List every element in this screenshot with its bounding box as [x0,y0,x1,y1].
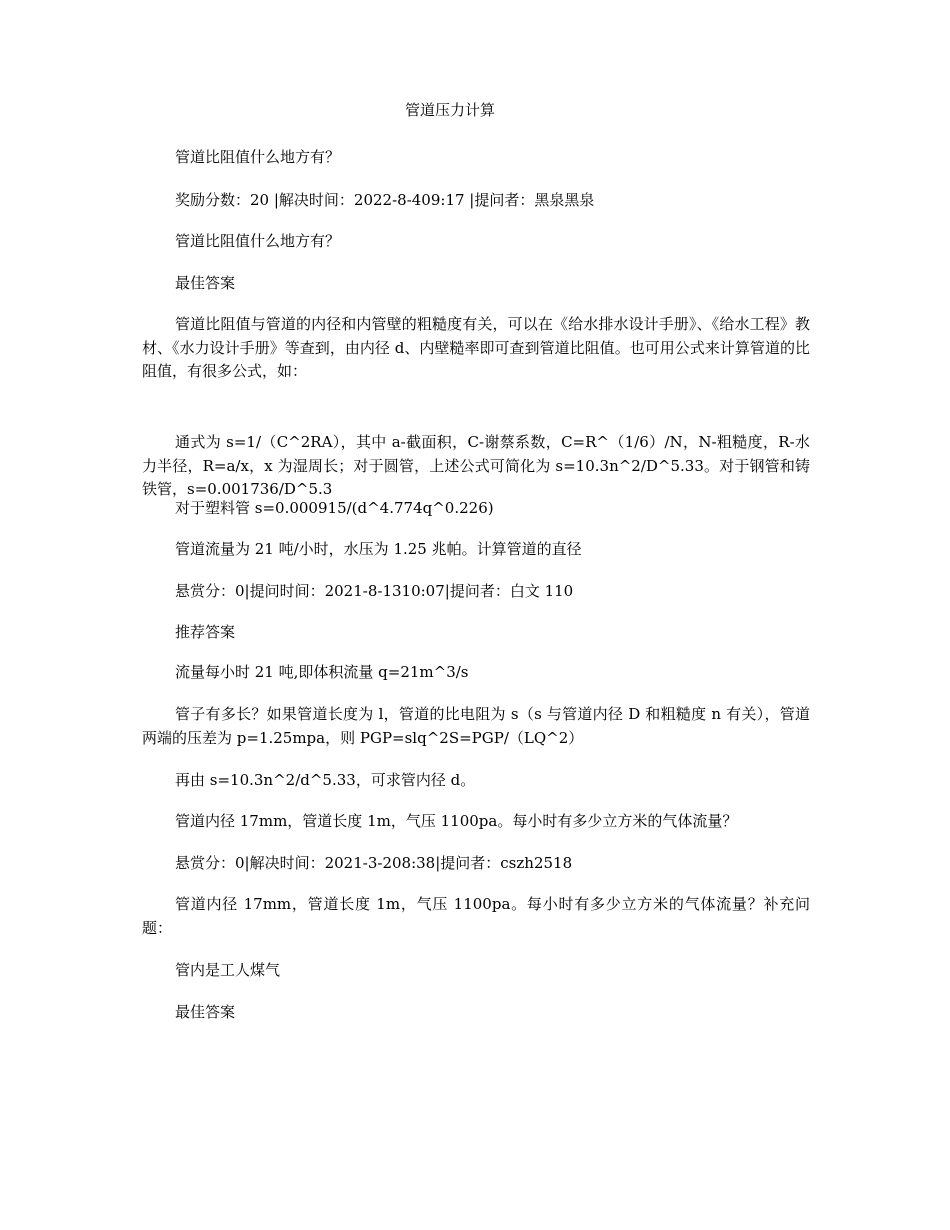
answer-2-paragraph-3: 再由 s=10.3n^2/d^5.33，可求管内径 d。 [175,771,476,789]
document-title: 管道压力计算 [404,101,495,119]
plastic-pipe-formula: 对于塑料管 s=0.000915/(d^4.774q^0.226) [175,499,494,517]
best-answer-heading-2: 最佳答案 [175,1003,236,1021]
question-1-title: 管道比阻值什么地方有？ [175,148,341,166]
question-3-meta: 悬赏分：0|解决时间：2021-3-208:38|提问者：cszh2518 [175,854,573,872]
question-1-meta: 奖励分数：20 |解决时间：2022-8-409:17 |提问者：黑泉黑泉 [175,191,595,209]
question-2-meta: 悬赏分：0|提问时间：2021-8-1310:07|提问者：白文 110 [175,582,574,600]
question-2-title: 管道流量为 21 吨/小时，水压为 1.25 兆帕。计算管道的直径 [175,540,582,558]
question-3-title: 管道内径 17mm，管道长度 1m，气压 1100pa。每小时有多少立方米的气体流量？ [175,812,738,830]
answer-paragraph: 管道比阻值与管道的内径和内管壁的粗糙度有关，可以在《给水排水设计手册》、《给水工程》教材、《水力设计手册》等查到，由内径 d、内壁糙率即可查到管道比阻值。也可用公式来计算管道的比阻值，有很多公式，如： [142,315,810,380]
answer-2-paragraph-2: 管子有多长？如果管道长度为 l，管道的比电阻为 s（s 与管道内径 D 和粗糙度 n 有关），管道两端的压差为 p=1.25mpa，则 PGP=slq^2S=PGP/（LQ^2） [142,705,810,747]
formula-paragraph: 通式为 s=1/（C^2RA），其中 a-截面积，C-谢蔡系数，C=R^（1/6）/N，N-粗糙度，R-水力半径，R=a/x，x 为湿周长；对于圆管，上述公式可简化为 s=10.3n^2/D^5.33。对于钢管和铸铁管，s=0.001736/D^5.3 [142,433,810,498]
question-3-supplement: 管内是工人煤气 [175,961,281,979]
answer-2-paragraph-1: 流量每小时 21 吨,即体积流量 q=21m^3/s [175,663,469,681]
recommended-answer-heading: 推荐答案 [175,623,236,641]
question-3-body: 管道内径 17mm，管道长度 1m，气压 1100pa。每小时有多少立方米的气体流量？补充问题： [142,895,810,937]
best-answer-heading: 最佳答案 [175,274,236,292]
question-1-body: 管道比阻值什么地方有？ [175,232,341,250]
